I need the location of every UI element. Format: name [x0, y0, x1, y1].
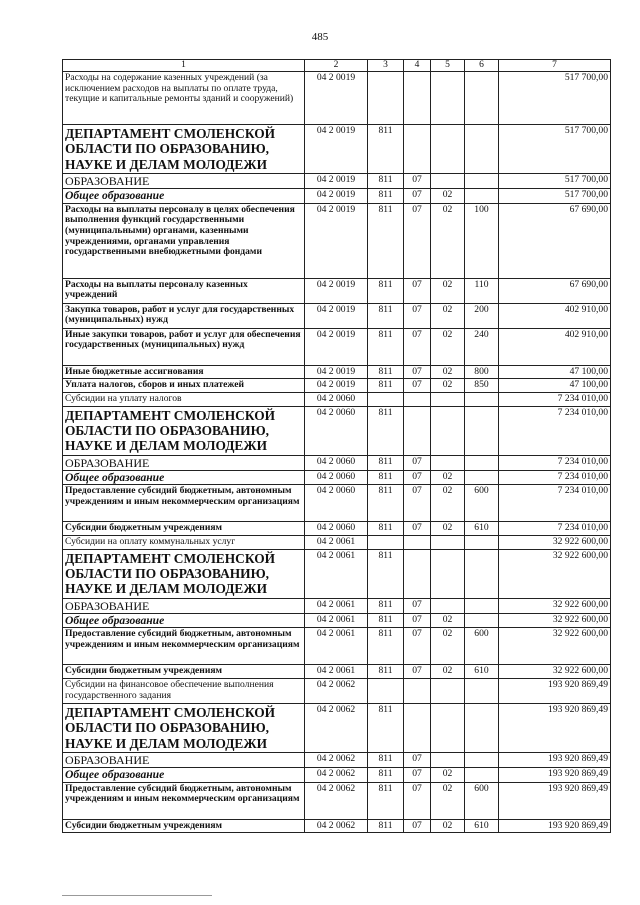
table-row — [63, 470, 611, 485]
target-article-cell: 04 2 0062 — [305, 679, 368, 704]
department-code-cell: 811 — [368, 613, 404, 628]
row-name-cell: Субсидии бюджетным учреждениям — [63, 665, 305, 679]
row-name-cell: Уплата налогов, сборов и иных платежей — [63, 379, 305, 393]
table-row — [63, 598, 611, 613]
expense-type-cell: 610 — [465, 665, 499, 679]
expense-type-cell — [465, 393, 499, 407]
section-code-cell: 07 — [404, 522, 431, 536]
amount-cell: 193 920 869,49 — [499, 768, 611, 783]
expense-type-cell — [465, 768, 499, 783]
amount-cell: 402 910,00 — [499, 303, 611, 328]
target-article-cell: 04 2 0019 — [305, 125, 368, 174]
expense-type-cell: 110 — [465, 278, 499, 303]
amount-cell: 67 690,00 — [499, 278, 611, 303]
expense-type-cell — [465, 679, 499, 704]
amount-cell: 517 700,00 — [499, 125, 611, 174]
subsection-code-cell: 02 — [431, 303, 465, 328]
table-body — [63, 72, 611, 833]
expense-type-cell: 850 — [465, 379, 499, 393]
target-article-cell: 04 2 0019 — [305, 189, 368, 204]
table-row — [63, 278, 611, 303]
section-code-cell: 07 — [404, 628, 431, 665]
section-code-cell: 07 — [404, 613, 431, 628]
target-article-cell: 04 2 0062 — [305, 753, 368, 768]
subsection-code-cell: 02 — [431, 203, 465, 278]
amount-cell: 517 700,00 — [499, 174, 611, 189]
subsection-code-cell — [431, 753, 465, 768]
budget-table — [62, 59, 611, 833]
target-article-cell: 04 2 0061 — [305, 549, 368, 598]
subsection-code-cell: 02 — [431, 628, 465, 665]
department-code-cell: 811 — [368, 189, 404, 204]
amount-cell: 32 922 600,00 — [499, 613, 611, 628]
department-code-cell: 811 — [368, 303, 404, 328]
subsection-code-cell: 02 — [431, 189, 465, 204]
expense-type-cell: 100 — [465, 203, 499, 278]
row-name-cell: ДЕПАРТАМЕНТ СМОЛЕНСКОЙ ОБЛАСТИ ПО ОБРАЗОВАНИЮ, НАУКЕ И ДЕЛАМ МОЛОДЕЖИ — [63, 549, 305, 598]
subsection-code-cell: 02 — [431, 328, 465, 365]
amount-cell: 47 100,00 — [499, 365, 611, 379]
header-cell-ved: 3 — [368, 60, 404, 72]
section-code-cell: 07 — [404, 782, 431, 819]
department-code-cell: 811 — [368, 768, 404, 783]
table-row — [63, 549, 611, 598]
department-code-cell: 811 — [368, 598, 404, 613]
target-article-cell: 04 2 0019 — [305, 278, 368, 303]
table-row — [63, 303, 611, 328]
department-code-cell — [368, 679, 404, 704]
subsection-code-cell: 02 — [431, 379, 465, 393]
subsection-code-cell: 02 — [431, 365, 465, 379]
section-code-cell: 07 — [404, 470, 431, 485]
table-row — [63, 393, 611, 407]
section-code-cell — [404, 679, 431, 704]
subsection-code-cell — [431, 549, 465, 598]
section-code-cell — [404, 406, 431, 455]
section-code-cell — [404, 125, 431, 174]
row-name-cell: Закупка товаров, работ и услуг для государственных (муниципальных) нужд — [63, 303, 305, 328]
amount-cell: 193 920 869,49 — [499, 753, 611, 768]
department-code-cell: 811 — [368, 704, 404, 753]
expense-type-cell — [465, 125, 499, 174]
header-cell-sum: 7 — [499, 60, 611, 72]
row-name-cell: ОБРАЗОВАНИЕ — [63, 174, 305, 189]
section-code-cell — [404, 549, 431, 598]
table-row — [63, 189, 611, 204]
row-name-cell: Субсидии на финансовое обеспечение выполнения государственного задания — [63, 679, 305, 704]
row-name-cell: Расходы на содержание казенных учреждений (за исключением расходов на выплаты по оплате труда, текущие и капитальные ремонты зданий и сооружений) — [63, 72, 305, 125]
subsection-code-cell: 02 — [431, 485, 465, 522]
department-code-cell — [368, 536, 404, 550]
target-article-cell: 04 2 0061 — [305, 628, 368, 665]
table-row — [63, 768, 611, 783]
target-article-cell: 04 2 0061 — [305, 613, 368, 628]
amount-cell: 7 234 010,00 — [499, 485, 611, 522]
expense-type-cell: 600 — [465, 782, 499, 819]
target-article-cell: 04 2 0019 — [305, 303, 368, 328]
target-article-cell: 04 2 0062 — [305, 704, 368, 753]
expense-type-cell: 610 — [465, 819, 499, 833]
row-name-cell: Общее образование — [63, 470, 305, 485]
subsection-code-cell — [431, 536, 465, 550]
section-code-cell: 07 — [404, 189, 431, 204]
section-code-cell: 07 — [404, 768, 431, 783]
header-cell-pr: 5 — [431, 60, 465, 72]
section-code-cell — [404, 704, 431, 753]
amount-cell: 7 234 010,00 — [499, 470, 611, 485]
amount-cell: 32 922 600,00 — [499, 536, 611, 550]
target-article-cell: 04 2 0060 — [305, 455, 368, 470]
expense-type-cell — [465, 704, 499, 753]
subsection-code-cell — [431, 704, 465, 753]
table-row — [63, 613, 611, 628]
expense-type-cell: 600 — [465, 485, 499, 522]
table-row — [63, 125, 611, 174]
header-row — [63, 60, 611, 72]
subsection-code-cell — [431, 679, 465, 704]
header-cell-vr: 6 — [465, 60, 499, 72]
expense-type-cell — [465, 470, 499, 485]
subsection-code-cell — [431, 598, 465, 613]
row-name-cell: Предоставление субсидий бюджетным, автономным учреждениям и иным некоммерческим организациям — [63, 485, 305, 522]
row-name-cell: Иные закупки товаров, работ и услуг для обеспечения государственных (муниципальных) нужд — [63, 328, 305, 365]
table-row — [63, 536, 611, 550]
row-name-cell: Иные бюджетные ассигнования — [63, 365, 305, 379]
department-code-cell: 811 — [368, 485, 404, 522]
table-row — [63, 455, 611, 470]
department-code-cell: 811 — [368, 665, 404, 679]
table-row — [63, 679, 611, 704]
subsection-code-cell: 02 — [431, 819, 465, 833]
header-cell-name: 1 — [63, 60, 305, 72]
expense-type-cell — [465, 72, 499, 125]
expense-type-cell — [465, 406, 499, 455]
table-row — [63, 753, 611, 768]
row-name-cell: ОБРАЗОВАНИЕ — [63, 753, 305, 768]
row-name-cell: Предоставление субсидий бюджетным, автономным учреждениям и иным некоммерческим организациям — [63, 782, 305, 819]
department-code-cell — [368, 72, 404, 125]
department-code-cell: 811 — [368, 406, 404, 455]
section-code-cell: 07 — [404, 303, 431, 328]
target-article-cell: 04 2 0062 — [305, 819, 368, 833]
target-article-cell: 04 2 0019 — [305, 72, 368, 125]
department-code-cell: 811 — [368, 782, 404, 819]
amount-cell: 32 922 600,00 — [499, 665, 611, 679]
table-row — [63, 406, 611, 455]
department-code-cell: 811 — [368, 365, 404, 379]
expense-type-cell — [465, 613, 499, 628]
table-row — [63, 485, 611, 522]
amount-cell: 7 234 010,00 — [499, 406, 611, 455]
target-article-cell: 04 2 0019 — [305, 203, 368, 278]
department-code-cell: 811 — [368, 455, 404, 470]
department-code-cell: 811 — [368, 470, 404, 485]
table-row — [63, 522, 611, 536]
table-row — [63, 665, 611, 679]
amount-cell: 402 910,00 — [499, 328, 611, 365]
amount-cell: 193 920 869,49 — [499, 819, 611, 833]
row-name-cell: ДЕПАРТАМЕНТ СМОЛЕНСКОЙ ОБЛАСТИ ПО ОБРАЗОВАНИЮ, НАУКЕ И ДЕЛАМ МОЛОДЕЖИ — [63, 406, 305, 455]
section-code-cell: 07 — [404, 365, 431, 379]
department-code-cell: 811 — [368, 753, 404, 768]
row-name-cell: Предоставление субсидий бюджетным, автономным учреждениям и иным некоммерческим организациям — [63, 628, 305, 665]
department-code-cell: 811 — [368, 174, 404, 189]
table-row — [63, 379, 611, 393]
target-article-cell: 04 2 0019 — [305, 379, 368, 393]
table-row — [63, 203, 611, 278]
amount-cell: 517 700,00 — [499, 72, 611, 125]
expense-type-cell — [465, 598, 499, 613]
target-article-cell: 04 2 0061 — [305, 536, 368, 550]
subsection-code-cell — [431, 174, 465, 189]
table-row — [63, 174, 611, 189]
department-code-cell: 811 — [368, 522, 404, 536]
row-name-cell: Расходы на выплаты персоналу в целях обеспечения выполнения функций государственными (муниципальными) органами, казенными учреждениями, органами управления государственными внебюджетными фондами — [63, 203, 305, 278]
target-article-cell: 04 2 0019 — [305, 174, 368, 189]
target-article-cell: 04 2 0061 — [305, 665, 368, 679]
department-code-cell: 811 — [368, 379, 404, 393]
subsection-code-cell: 02 — [431, 278, 465, 303]
section-code-cell: 07 — [404, 174, 431, 189]
target-article-cell: 04 2 0060 — [305, 470, 368, 485]
amount-cell: 32 922 600,00 — [499, 598, 611, 613]
section-code-cell — [404, 72, 431, 125]
subsection-code-cell — [431, 125, 465, 174]
page-number: 485 — [311, 31, 329, 43]
section-code-cell: 07 — [404, 328, 431, 365]
header-cell-csr: 2 — [305, 60, 368, 72]
row-name-cell: Субсидии на уплату налогов — [63, 393, 305, 407]
subsection-code-cell — [431, 72, 465, 125]
expense-type-cell — [465, 753, 499, 768]
subsection-code-cell: 02 — [431, 613, 465, 628]
section-code-cell: 07 — [404, 379, 431, 393]
expense-type-cell — [465, 536, 499, 550]
amount-cell: 67 690,00 — [499, 203, 611, 278]
row-name-cell: ДЕПАРТАМЕНТ СМОЛЕНСКОЙ ОБЛАСТИ ПО ОБРАЗОВАНИЮ, НАУКЕ И ДЕЛАМ МОЛОДЕЖИ — [63, 125, 305, 174]
row-name-cell: ОБРАЗОВАНИЕ — [63, 455, 305, 470]
header-cell-rz: 4 — [404, 60, 431, 72]
section-code-cell: 07 — [404, 753, 431, 768]
section-code-cell — [404, 536, 431, 550]
row-name-cell: Субсидии на оплату коммунальных услуг — [63, 536, 305, 550]
section-code-cell: 07 — [404, 278, 431, 303]
department-code-cell: 811 — [368, 125, 404, 174]
amount-cell: 7 234 010,00 — [499, 522, 611, 536]
target-article-cell: 04 2 0062 — [305, 768, 368, 783]
expense-type-cell: 240 — [465, 328, 499, 365]
expense-type-cell: 800 — [465, 365, 499, 379]
table-row — [63, 819, 611, 833]
expense-type-cell — [465, 455, 499, 470]
target-article-cell: 04 2 0060 — [305, 406, 368, 455]
table-row — [63, 365, 611, 379]
table-row — [63, 704, 611, 753]
table-row — [63, 628, 611, 665]
subsection-code-cell: 02 — [431, 522, 465, 536]
section-code-cell: 07 — [404, 819, 431, 833]
expense-type-cell — [465, 174, 499, 189]
section-code-cell — [404, 393, 431, 407]
target-article-cell: 04 2 0019 — [305, 365, 368, 379]
row-name-cell: Общее образование — [63, 613, 305, 628]
row-name-cell: Общее образование — [63, 768, 305, 783]
target-article-cell: 04 2 0060 — [305, 393, 368, 407]
expense-type-cell: 200 — [465, 303, 499, 328]
amount-cell: 193 920 869,49 — [499, 782, 611, 819]
section-code-cell: 07 — [404, 485, 431, 522]
row-name-cell: Общее образование — [63, 189, 305, 204]
row-name-cell: Субсидии бюджетным учреждениям — [63, 819, 305, 833]
target-article-cell: 04 2 0060 — [305, 485, 368, 522]
subsection-code-cell: 02 — [431, 768, 465, 783]
department-code-cell: 811 — [368, 278, 404, 303]
subsection-code-cell: 02 — [431, 782, 465, 819]
department-code-cell: 811 — [368, 628, 404, 665]
table-row — [63, 72, 611, 125]
amount-cell: 32 922 600,00 — [499, 628, 611, 665]
expense-type-cell — [465, 189, 499, 204]
row-name-cell: Субсидии бюджетным учреждениям — [63, 522, 305, 536]
amount-cell: 7 234 010,00 — [499, 393, 611, 407]
subsection-code-cell: 02 — [431, 665, 465, 679]
amount-cell: 32 922 600,00 — [499, 549, 611, 598]
subsection-code-cell — [431, 406, 465, 455]
subsection-code-cell — [431, 455, 465, 470]
amount-cell: 47 100,00 — [499, 379, 611, 393]
department-code-cell: 811 — [368, 549, 404, 598]
amount-cell: 193 920 869,49 — [499, 704, 611, 753]
department-code-cell: 811 — [368, 203, 404, 278]
subsection-code-cell: 02 — [431, 470, 465, 485]
department-code-cell — [368, 393, 404, 407]
table-row — [63, 782, 611, 819]
row-name-cell: ОБРАЗОВАНИЕ — [63, 598, 305, 613]
target-article-cell: 04 2 0060 — [305, 522, 368, 536]
target-article-cell: 04 2 0061 — [305, 598, 368, 613]
department-code-cell: 811 — [368, 328, 404, 365]
expense-type-cell: 600 — [465, 628, 499, 665]
section-code-cell: 07 — [404, 203, 431, 278]
expense-type-cell: 610 — [465, 522, 499, 536]
section-code-cell: 07 — [404, 455, 431, 470]
section-code-cell: 07 — [404, 665, 431, 679]
table-row — [63, 328, 611, 365]
amount-cell: 517 700,00 — [499, 189, 611, 204]
footer-divider — [62, 895, 212, 896]
amount-cell: 193 920 869,49 — [499, 679, 611, 704]
section-code-cell: 07 — [404, 598, 431, 613]
expense-type-cell — [465, 549, 499, 598]
amount-cell: 7 234 010,00 — [499, 455, 611, 470]
target-article-cell: 04 2 0062 — [305, 782, 368, 819]
subsection-code-cell — [431, 393, 465, 407]
department-code-cell: 811 — [368, 819, 404, 833]
target-article-cell: 04 2 0019 — [305, 328, 368, 365]
row-name-cell: ДЕПАРТАМЕНТ СМОЛЕНСКОЙ ОБЛАСТИ ПО ОБРАЗОВАНИЮ, НАУКЕ И ДЕЛАМ МОЛОДЕЖИ — [63, 704, 305, 753]
row-name-cell: Расходы на выплаты персоналу казенных учреждений — [63, 278, 305, 303]
